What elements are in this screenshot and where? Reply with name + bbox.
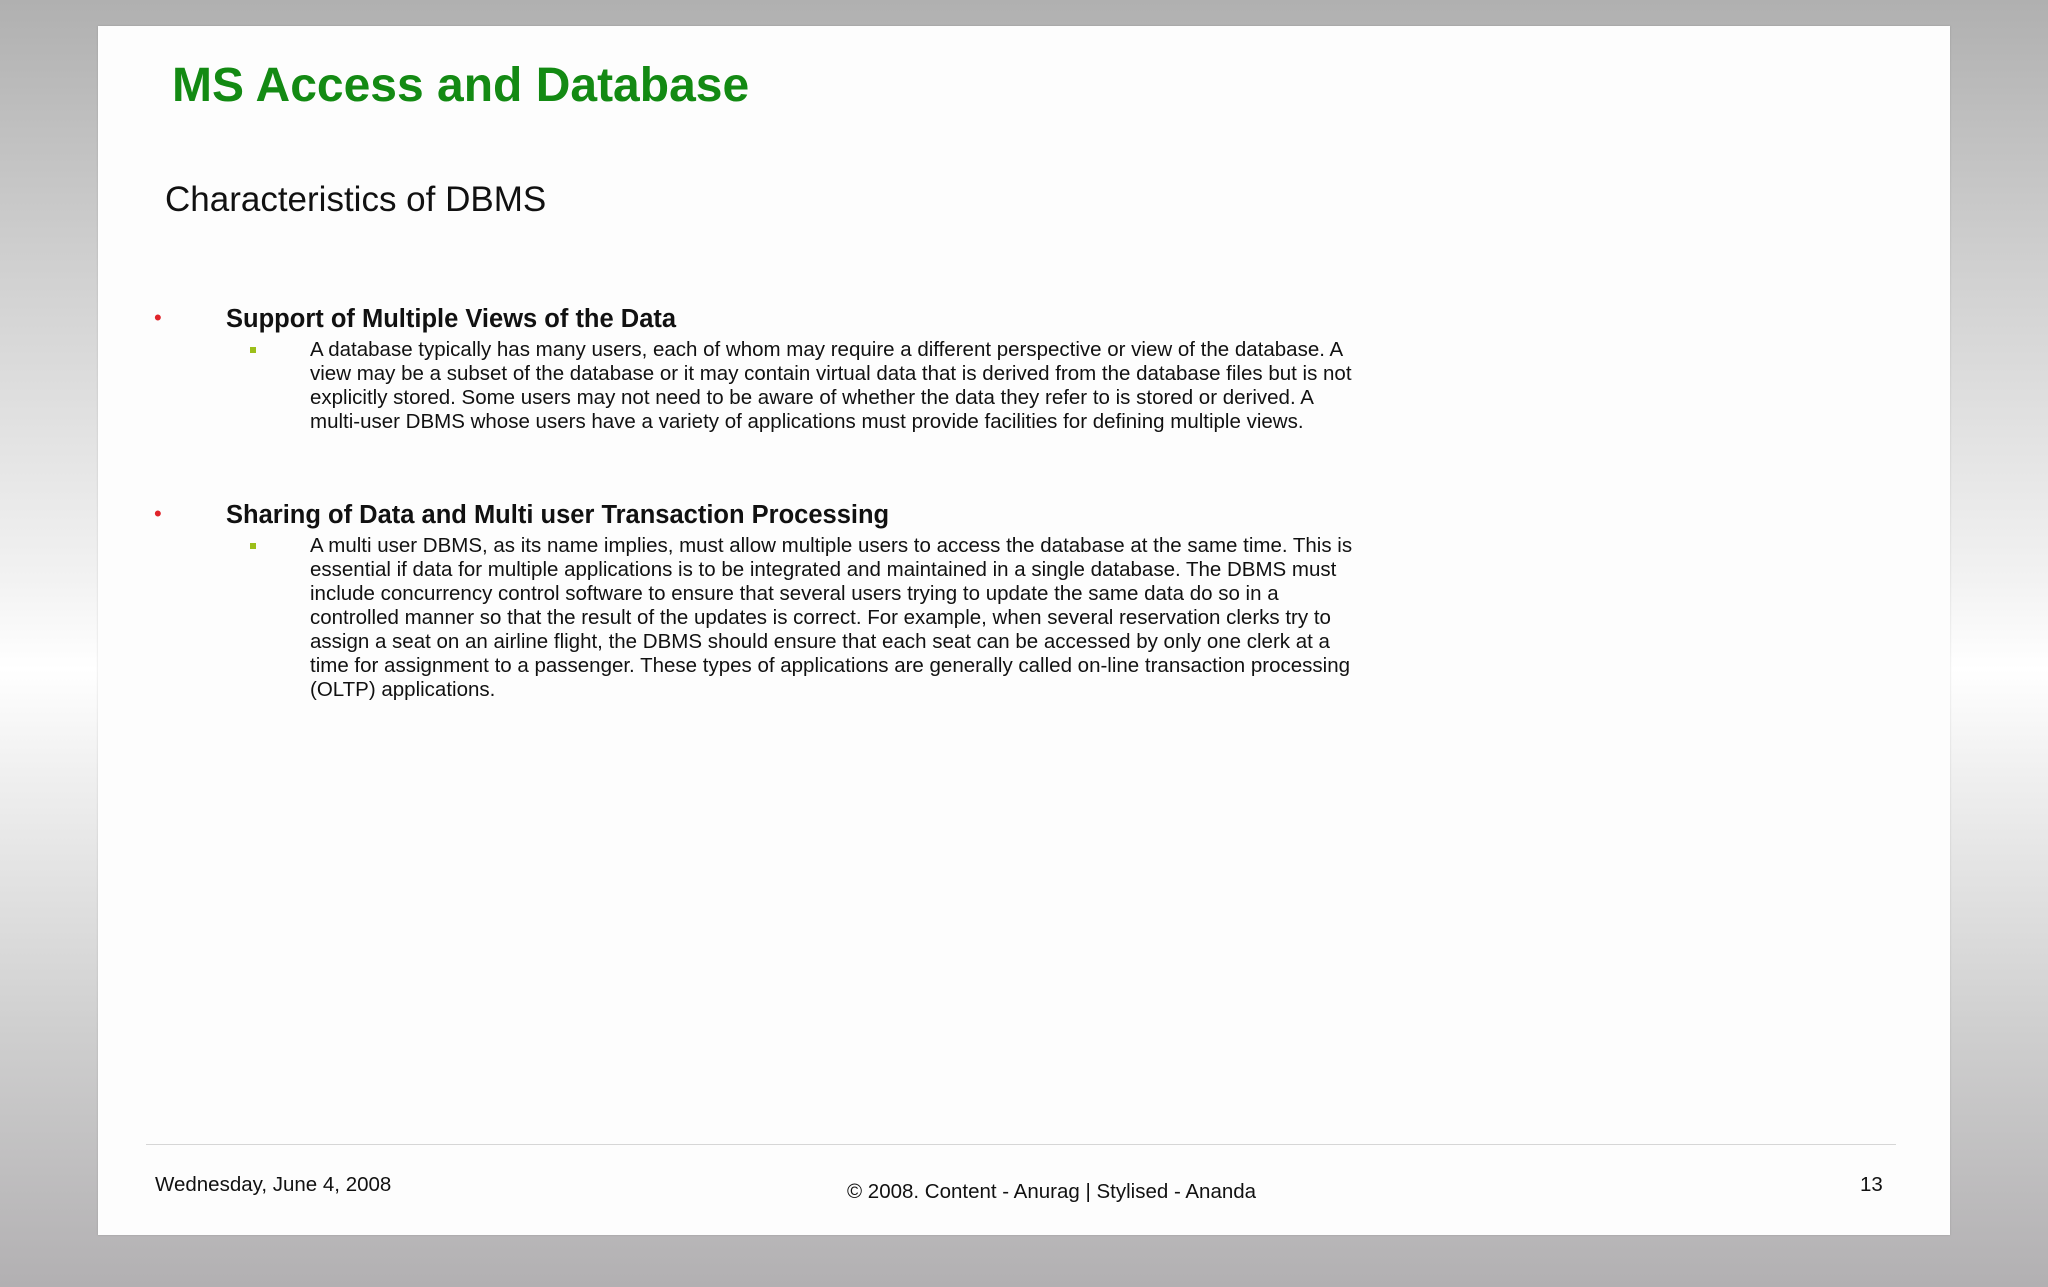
section-heading: Sharing of Data and Multi user Transaction Processing xyxy=(226,501,890,529)
slide-subtitle: Characteristics of DBMS xyxy=(165,180,547,219)
slide xyxy=(98,26,1950,1235)
section-body: A database typically has many users, each of whom may require a different perspective or view of the database. A view may be a subset of the database or it may contain virtual data that is derived from the database files but is not explicitly stored. Some users may not need to be aware of whether the data they refer to is stored or derived. A multi-user DBMS whose users have a variety of applications must provide facilities for defining multiple views. xyxy=(310,338,1352,433)
section-body: A multi user DBMS, as its name implies, must allow multiple users to access the database at the same time. This is essential if data for multiple applications is to be integrated and maintained in a single database. The DBMS must include concurrency control software to ensure that several users trying to update the same data do so in a controlled manner so that the result of the updates is correct. For example, when several reservation clerks try to assign a seat on an airline flight, the DBMS should ensure that each seat can be accessed by only one clerk at a time for assignment to a passenger. These types of applications are generally called on-line transaction processing (OLTP) applications. xyxy=(310,534,1353,701)
footer-date: Wednesday, June 4, 2008 xyxy=(155,1173,392,1196)
bullet-dot-icon: • xyxy=(154,501,162,526)
footer-copyright: © 2008. Content - Anurag | Stylised - Ananda xyxy=(847,1180,1257,1203)
section-heading: Support of Multiple Views of the Data xyxy=(226,305,677,333)
slide-title: MS Access and Database xyxy=(172,59,750,112)
bullet-dot-icon: • xyxy=(154,305,162,330)
footer-divider xyxy=(146,1144,1896,1145)
page-number: 13 xyxy=(1860,1173,1883,1196)
square-bullet-icon xyxy=(250,347,256,353)
square-bullet-icon xyxy=(250,543,256,549)
